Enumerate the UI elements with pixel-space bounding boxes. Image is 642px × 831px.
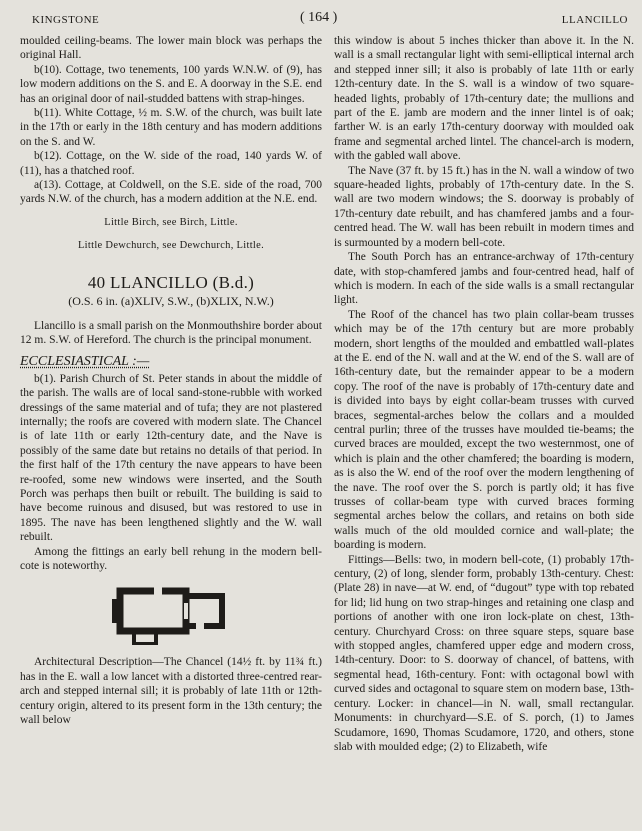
paragraph: Fittings—Bells: two, in modern bell-cote, (1) probably 17th-century, (2) of long, slender form, probably 13th-century. Chest: (Plate 28) in nave—at W. end, of “dugout” type with top rebated for lid; lid hung on two strap-hinges and retaining one clasp and portions of another with one iron lock-plate on chest, 13th-century. Churchyard Cross: on three square steps, square base with stopped angles, chamfered upper edge and modern cross, 14th-century. Door: to S. doorway of chancel, of battens, with segmental head, 16th-century. Font: with octagonal bowl with curved sides and octagonal to square stem on modern base, 13th-century. Locker: in chancel—in N. wall, small rectangular. Monuments: in churchyard—S.E. of S. porch, (1) to James Scudamore, 1690, Thomas Scudamore, 1720, and others, stone slab with moulded edge; (2) to Elizabeth, wife xyxy=(334,553,634,753)
paragraph: b(1). Parish Church of St. Peter stands in about the middle of the parish. The walls are of local sand-stone-rubble with worked dressings of the same material and of tufa; they are not plastered internally; the roofs are covered with modern slate. The Chancel is of late 11th or early 12th-century date, and the Nave is possibly of the same date but retains no details of that period. In the first half of the 17th century the nave appears to have been re-roofed, some new windows were inserted, and the South Porch was perhaps then built or rebuilt. The building is said to have become ruinous and disused, but was restored to use in 1895. The nave has been lengthened slightly and the W. wall rebuilt. xyxy=(20,372,322,544)
cross-reference: Little Dewchurch, see Dewchurch, Little. xyxy=(77,240,265,252)
paragraph: Llancillo is a small parish on the Monmouthshire border about 12 m. S.W. of Hereford. The church is the principal monument. xyxy=(20,319,322,346)
paragraph: The Nave (37 ft. by 15 ft.) has in the N. wall a window of two square-headed lights, probably of 17th-century date. In the S. wall are two modern windows; the S. doorway is probably of 17th-century date rebuilt, and has chamfered jambs and a four-centred head. The W. wall has been rebuilt in modern times and is surmounted by a modern bell-cote. xyxy=(334,164,634,249)
os-reference: (O.S. 6 in. (a)XLIV, S.W., (b)XLIX, N.W.) xyxy=(68,294,274,309)
paragraph: a(13). Cottage, at Coldwell, on the S.E. side of the road, 700 yards N.W. of the church, has a modern addition at the N.E. end. xyxy=(20,179,322,206)
paragraph: b(11). White Cottage, ½ m. S.W. of the church, was built late in the 17th or early in the 18th century and has modern additions on the S. and W. xyxy=(20,107,322,148)
header-left: KINGSTONE xyxy=(32,14,100,26)
cross-reference: Little Birch, see Birch, Little. xyxy=(104,216,238,228)
paragraph: The South Porch has an entrance-archway of 17th-century date, with stop-chamfered jambs and four-centred head, half of which is modern. In each of the side walls is a small rectangular light. xyxy=(334,251,634,307)
paragraph: moulded ceiling-beams. The lower main block was perhaps the original Hall. xyxy=(20,35,322,62)
paragraph: this window is about 5 inches thicker than above it. In the N. wall is a small rectangular light with semi-elliptical internal arch and stepped inner sill; it also is probably of late 11th or early 12th-century date. In the S. wall is a window of two square-headed lights, probably of 17th-century date; the mullions and part of the E. jamb are modern and the inner lintel is of oak; farther W. is an early 17th-century doorway with moulded oak frame and segmental arched lintel. The chancel-arch is modern, with the gabled wall above. xyxy=(334,35,634,163)
paragraph: b(10). Cottage, two tenements, 100 yards W.N.W. of (9), has low modern additions on the S. and E. A doorway in the S.E. end has an original door of nail-studded battens with strap-hinges. xyxy=(20,63,322,105)
header-right: LLANCILLO xyxy=(561,14,628,26)
paragraph: b(12). Cottage, on the W. side of the road, 140 yards W. of (11), has a thatched roof. xyxy=(20,150,322,177)
right-column xyxy=(334,34,634,754)
paragraph: The Roof of the chancel has two plain collar-beam trusses which may be of the 17th century but are more probably modern, short lengths of the moulded and embattled wall-plates at the E. end of the N. wall and at the W. end of the S. wall are of 16th-century date, but the remainder appear to be a modern copy. The roof of the nave is probably of 17th-century date and is divided into bays by eight collar-beam trusses with curved braces, segmental-arches below the collars and a moulded central purlin; three of the trusses have moulded tie-beams; the curved braces are moulded, except the two westernmost, one of which is plain and the other chamfered; the boarding is modern, as is also the W. end of the roof over the modern lengthening of the nave. The roof over the S. porch is partly old; it has five trusses of collar-beam type with curved braces forming segmental arches below the collars, and retains on both side walls much of the old moulded cornice and wall-plate; the boarding is modern. xyxy=(334,308,634,552)
left-column xyxy=(20,34,322,727)
ecclesiastical-heading: ECCLESIASTICAL :— xyxy=(20,354,150,370)
paragraph: Architectural Description—The Chancel (14½ ft. by 11¾ ft.) has in the E. wall a low lancet with a distorted three-centred rear-arch and stepped internal sill; it is probably of late 11th or 12th-century origin, altered to its present form in the 13th century; the wall below xyxy=(20,656,322,727)
running-header xyxy=(0,8,642,30)
church-plan-figure xyxy=(106,581,236,645)
paragraph: Among the fittings an early bell rehung in the modern bell-cote is noteworthy. xyxy=(20,545,322,572)
page-number: ( 164 ) xyxy=(300,10,338,25)
section-title: 40 LLANCILLO (B.d.) xyxy=(87,272,255,292)
